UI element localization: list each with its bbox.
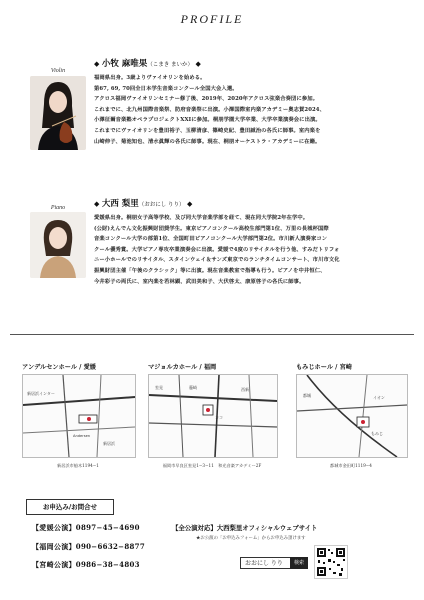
map-ehime — [22, 374, 136, 458]
map-miyazaki — [296, 374, 408, 458]
map-address-miyazaki: 都城市金田町1119−4 — [330, 463, 372, 468]
violinist-role: Violin — [50, 68, 66, 74]
map-address-ehime: 新居浜市船木1194−1 — [57, 463, 99, 468]
search-button[interactable]: 検索 — [290, 557, 308, 569]
inquiry-button[interactable]: お申込み/お問合せ — [26, 499, 114, 515]
map-label: イオン — [373, 395, 385, 400]
map-label: 都城 — [303, 393, 311, 398]
contact-fukuoka[interactable]: 【福岡公演】090−6632−8877 — [32, 542, 146, 551]
pianist-bio: 愛媛県出身。桐朋女子高等学校、及び同大学音楽学部を経て、現在同大学院2年在学中。 (公財)えんでん文化振興財団奨学生。東京ピアノコンクール高校生部門第1位、万里の長城杯国際 音楽コンクール大学の部第1位、全国町田ピアノコンクール大学部門第2位。市川新人演奏家コン クール優秀賞。大学ピアノ専攻卒業演奏会に出演。愛媛で4度のリサイタルを行う他、すみだトリフォ ニー小ホールでのリサイタル、スタインウェイ＆サンズ東京でのランチタイムコンサート、市川市文化 振興財団主催「午後のクラシック」等に出演。現在音楽教室で指導も行う。ピアノを中井恒仁、 今井彩子の両氏に、室内楽を若林顕、武田美和子、大伏啓太、康原啓子の各氏に師事。 — [94, 215, 340, 285]
map-fukuoka — [148, 374, 278, 458]
pianist-kana: （おおにし りり） — [138, 202, 185, 208]
section-divider — [10, 334, 414, 335]
pianist-photo — [30, 212, 86, 278]
map-label: 藤崎 — [189, 385, 197, 390]
search-input[interactable]: おおにし りり — [240, 557, 292, 569]
violinist-bio: 福岡県出身。3歳よりヴァイオリンを始める。 第67, 69, 70回全日本学生音楽コンクール全国大会入選。 アクロス福岡ヴァイオリンセミナー修了後、2019年、2020年アクロス弦楽合奏団に参加。 これまでに、北九州国際音楽祭、防府音楽祭に出演。小澤国際室内楽アカデミー奥志賀2024、 小澤征爾音楽塾オペラプロジェクトXXIに参加。桐朋学園大学卒業、大学卒業演奏会に出演。 これまでにヴァイオリンを豊田裕子、玉柳清彦、篠崎史紀、豊田誠治の各氏に師事。室内楽を 山崎伸子、菊池知也、清水眞輝の各氏に師事。現在、桐朋オーケストラ・アカデミーに在籍。 — [94, 75, 325, 145]
diamond-icon: ◆ — [94, 59, 102, 68]
map-label: 西新 — [241, 387, 249, 392]
map-address-fukuoka: 福岡市早良区室見1−3−11 和光音楽アカデミー2F — [162, 463, 262, 468]
official-website-label: 【全公演対応】大西梨里オフィシャルウェブサイト — [172, 524, 318, 532]
page-title: PROFILE — [180, 12, 244, 26]
pianist-role: Piano — [50, 205, 66, 211]
map-label: 新居浜インター — [27, 391, 55, 396]
violinist-name: 小牧 麻唯果 — [101, 59, 148, 69]
form-note: ★お公演の「お申込みフォーム」からお申込み頂けます — [196, 536, 306, 541]
map-heading-ehime: アンデルセンホール / 愛媛 — [22, 364, 96, 371]
pianist-name-line — [94, 197, 192, 209]
violinist-kana: （こまき まいか） — [147, 62, 194, 68]
contact-ehime[interactable]: 【愛媛公演】0897−45−4690 — [32, 523, 140, 532]
map-label: 新居浜 — [103, 441, 115, 446]
map-label: 室見 — [155, 385, 163, 390]
map-heading-fukuoka: マジョルカホール / 福岡 — [148, 364, 217, 371]
violinist-name-line — [94, 57, 201, 69]
contact-miyazaki[interactable]: 【宮崎公演】0986−38−4803 — [32, 560, 140, 569]
diamond-icon: ◆ — [193, 59, 201, 68]
map-label: ココ — [215, 415, 223, 420]
diamond-icon: ◆ — [184, 199, 193, 208]
map-heading-miyazaki: もみじホール / 宮崎 — [296, 364, 352, 371]
diamond-icon: ◆ — [94, 199, 102, 208]
map-label: Andersen — [73, 434, 91, 438]
violinist-photo — [30, 76, 86, 150]
map-label: もみじ — [371, 431, 383, 436]
qr-code[interactable] — [314, 545, 348, 579]
pianist-name: 大西 梨里 — [101, 199, 139, 209]
